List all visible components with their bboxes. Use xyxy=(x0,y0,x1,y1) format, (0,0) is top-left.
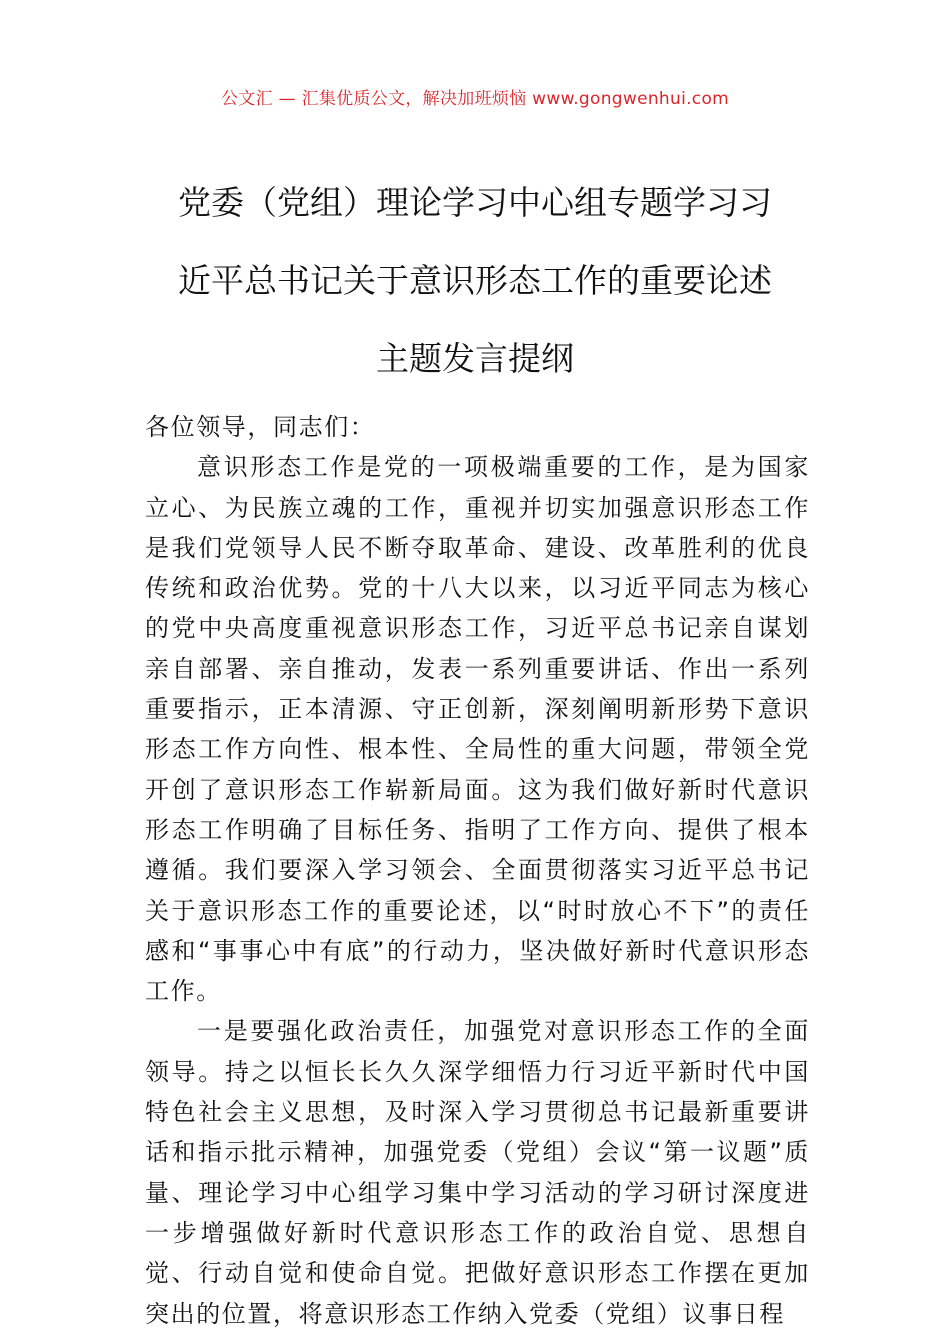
title-line-1: 党委（党组）理论学习中心组专题学习习 xyxy=(178,183,772,222)
salutation: 各位领导，同志们： xyxy=(145,413,376,441)
paragraph-intro: 意识形态工作是党的一项极端重要的工作，是为国家立心、为民族立魂的工作，重视并切实加强意识形态工作是我们党领导人民不断夺取革命、建设、改革胜利的优良传统和政治优势。党的十八大以来，以习近平同志为核心的党中央高度重视意识形态工作，习近平总书记亲自谋划亲自部署、亲自推动，发表一系列重要讲话、作出一系列重要指示，正本清源、守正创新，深刻阐明新形势下意识形态工作方向性、根本性、全局性的重大问题，带领全党开创了意识形态工作崭新局面。这为我们做好新时代意识形态工作明确了目标任务、指明了工作方向、提供了根本遵循。我们要深入学习领会、全面贯彻落实习近平总书记关于意识形态工作的重要论述，以“时时放心不下”的责任感和“事事心中有底”的行动力，坚决做好新时代意识形态工作。 xyxy=(145,453,810,1006)
paragraph-point-one: 一是要强化政治责任，加强党对意识形态工作的全面领导。持之以恒长长久久深学细悟力行习近平新时代中国特色社会主义思想，及时深入学习贯彻总书记最新重要讲话和指示批示精神，加强党委（党组）会议“第一议题”质量、理论学习中心组学习集中学习活动的学习研讨深度进一步增强做好新时代意识形态工作的政治自觉、思想自觉、行动自觉和使命自觉。把做好意识形态工作摆在更加突出的位置，将意识形态工作纳入党委（党组）议事日程 xyxy=(145,1017,810,1328)
title-line-3: 主题发言提纲 xyxy=(376,339,574,378)
document-title xyxy=(145,164,805,398)
header-banner: 公文汇 — 汇集优质公文，解决加班烦恼 www.gongwenhui.com xyxy=(220,89,730,109)
document-body xyxy=(145,407,810,1334)
title-line-2: 近平总书记关于意识形态工作的重要论述 xyxy=(178,261,772,300)
